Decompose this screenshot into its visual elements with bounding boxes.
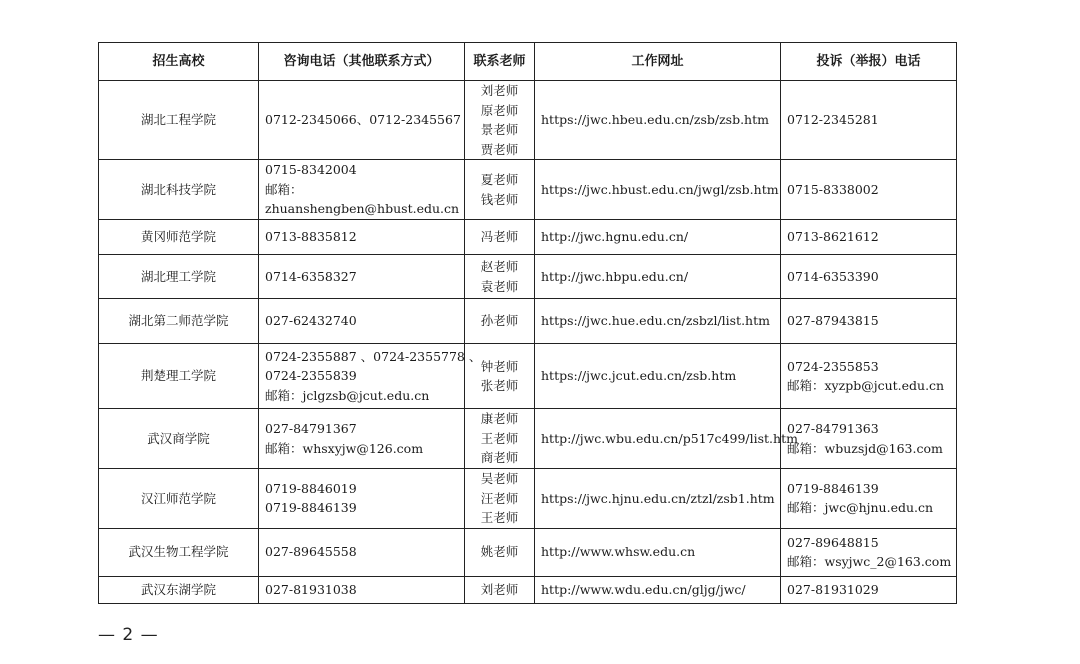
teacher-name: 王老师 bbox=[480, 510, 519, 525]
school-name-cell: 武汉商学院 bbox=[99, 409, 259, 469]
complaint-line: 邮箱：xyzpb@jcut.edu.cn bbox=[787, 378, 945, 393]
school-name-cell: 湖北科技学院 bbox=[99, 160, 259, 220]
website-link[interactable]: https://jwc.hue.edu.cn/zsbzl/list.htm bbox=[535, 299, 781, 344]
teacher-name: 康老师 bbox=[480, 411, 519, 427]
table-row bbox=[99, 528, 957, 576]
school-name-cell: 汉江师范学院 bbox=[99, 469, 259, 529]
table-body bbox=[99, 81, 957, 604]
teacher-name: 王老师 bbox=[480, 430, 519, 446]
table-row bbox=[99, 81, 957, 160]
teacher-name: 孙老师 bbox=[480, 313, 519, 329]
complaint-cell bbox=[781, 81, 957, 160]
teacher-name: 吴老师 bbox=[480, 471, 519, 486]
phone-cell bbox=[259, 81, 465, 160]
header-url: 工作网址 bbox=[535, 43, 781, 81]
phone-cell bbox=[259, 576, 465, 603]
phone-cell bbox=[259, 255, 465, 299]
teacher-cell bbox=[465, 255, 535, 299]
teacher-name: 姚老师 bbox=[480, 544, 519, 560]
complaint-line: 027-81931029 bbox=[787, 581, 879, 597]
complaint-line: 027-84791363 bbox=[787, 421, 879, 436]
complaint-line: 0713-8621612 bbox=[787, 229, 879, 245]
complaint-cell bbox=[781, 576, 957, 603]
complaint-line: 0712-2345281 bbox=[787, 112, 879, 128]
website-link[interactable]: https://jwc.hbeu.edu.cn/zsb/zsb.htm bbox=[535, 81, 781, 160]
complaint-cell bbox=[781, 409, 957, 469]
complaint-line: 0724-2355853 bbox=[787, 358, 879, 374]
phone-cell bbox=[259, 299, 465, 344]
phone-cell bbox=[259, 409, 465, 469]
website-link[interactable]: https://jwc.hjnu.edu.cn/ztzl/zsb1.htm bbox=[535, 469, 781, 529]
header-teacher: 联系老师 bbox=[465, 43, 535, 81]
table-row bbox=[99, 299, 957, 344]
phone-line: 0712-2345066、0712-2345567 bbox=[265, 112, 461, 128]
phone-line: 0719-8846019 bbox=[265, 480, 357, 496]
website-link[interactable]: http://jwc.wbu.edu.cn/p517c499/list.htm bbox=[535, 409, 781, 469]
complaint-cell bbox=[781, 344, 957, 409]
phone-line: 0715-8342004 bbox=[265, 162, 357, 178]
website-link[interactable]: http://jwc.hbpu.edu.cn/ bbox=[535, 255, 781, 299]
school-name-cell: 荆楚理工学院 bbox=[99, 344, 259, 409]
page-number: — 2 — bbox=[98, 625, 159, 645]
website-link[interactable]: http://www.whsw.edu.cn bbox=[535, 528, 781, 576]
teacher-cell bbox=[465, 81, 535, 160]
website-link[interactable]: https://jwc.hbust.edu.cn/jwgl/zsb.htm bbox=[535, 160, 781, 220]
phone-line: 0719-8846139 bbox=[265, 500, 357, 516]
website-link[interactable]: http://www.wdu.edu.cn/gljg/jwc/ bbox=[535, 576, 781, 603]
complaint-cell bbox=[781, 528, 957, 576]
table-row bbox=[99, 344, 957, 409]
teacher-name: 商老师 bbox=[480, 450, 519, 466]
teacher-cell bbox=[465, 160, 535, 220]
header-complaint: 投诉（举报）电话 bbox=[781, 43, 957, 81]
table-row bbox=[99, 255, 957, 299]
teacher-name: 钱老师 bbox=[480, 191, 519, 207]
contact-table-container bbox=[98, 42, 956, 604]
teacher-name: 赵老师 bbox=[480, 259, 519, 274]
teacher-name: 袁老师 bbox=[480, 278, 519, 294]
school-name-cell: 湖北第二师范学院 bbox=[99, 299, 259, 344]
complaint-line: 027-87943815 bbox=[787, 313, 879, 329]
teacher-name: 景老师 bbox=[480, 122, 519, 137]
phone-cell bbox=[259, 344, 482, 409]
phone-line: 0724-2355887 、0724-2355778 、 bbox=[265, 348, 482, 364]
teacher-cell bbox=[465, 409, 535, 469]
table-row bbox=[99, 220, 957, 255]
teacher-cell bbox=[465, 220, 535, 255]
complaint-cell bbox=[781, 160, 957, 220]
complaint-line: 邮箱：wbuzsjd@163.com bbox=[787, 440, 943, 456]
table-row bbox=[99, 160, 957, 220]
phone-cell bbox=[259, 528, 465, 576]
teacher-name: 冯老师 bbox=[480, 229, 519, 245]
admission-contact-table bbox=[98, 42, 957, 604]
teacher-name: 原老师 bbox=[480, 102, 519, 118]
phone-cell bbox=[259, 469, 465, 529]
teacher-name: 张老师 bbox=[480, 378, 519, 393]
table-header-row bbox=[99, 43, 957, 81]
complaint-line: 0715-8338002 bbox=[787, 181, 879, 197]
phone-line: 邮箱：whsxyjw@126.com bbox=[265, 440, 424, 456]
phone-line: zhuanshengben@hbust.edu.cn bbox=[265, 201, 460, 217]
phone-line: 027-62432740 bbox=[265, 313, 357, 329]
school-name-cell: 湖北工程学院 bbox=[99, 81, 259, 160]
phone-cell bbox=[259, 160, 465, 220]
complaint-cell bbox=[781, 469, 957, 529]
phone-line: 027-89645558 bbox=[265, 544, 357, 560]
phone-line: 邮箱：jclgzsb@jcut.edu.cn bbox=[265, 387, 430, 403]
phone-line: 027-81931038 bbox=[265, 581, 357, 597]
teacher-name: 钟老师 bbox=[480, 358, 519, 374]
teacher-name: 刘老师 bbox=[480, 581, 519, 597]
complaint-line: 027-89648815 bbox=[787, 534, 879, 550]
complaint-cell bbox=[781, 299, 957, 344]
phone-cell bbox=[259, 220, 465, 255]
teacher-cell bbox=[465, 576, 535, 603]
phone-line: 027-84791367 bbox=[265, 421, 357, 436]
teacher-name: 夏老师 bbox=[480, 172, 519, 187]
school-name-cell: 黄冈师范学院 bbox=[99, 220, 259, 255]
header-school: 招生高校 bbox=[99, 43, 259, 81]
phone-line: 0724-2355839 bbox=[265, 368, 357, 384]
complaint-line: 0714-6353390 bbox=[787, 268, 879, 284]
teacher-name: 贾老师 bbox=[480, 141, 519, 157]
complaint-line: 0719-8846139 bbox=[787, 480, 879, 496]
teacher-cell bbox=[465, 469, 535, 529]
complaint-line: 邮箱：wsyjwc_2@163.com bbox=[787, 554, 952, 569]
school-name-cell: 武汉生物工程学院 bbox=[99, 528, 259, 576]
teacher-cell bbox=[465, 528, 535, 576]
phone-line: 0714-6358327 bbox=[265, 268, 357, 284]
school-name-cell: 武汉东湖学院 bbox=[99, 576, 259, 603]
teacher-name: 刘老师 bbox=[480, 83, 519, 98]
table-row bbox=[99, 469, 957, 529]
website-link[interactable]: https://jwc.jcut.edu.cn/zsb.htm bbox=[535, 344, 781, 409]
table-row bbox=[99, 576, 957, 603]
phone-line: 邮箱： bbox=[265, 181, 303, 197]
complaint-line: 邮箱：jwc@hjnu.edu.cn bbox=[787, 500, 934, 516]
school-name-cell: 湖北理工学院 bbox=[99, 255, 259, 299]
header-phone: 咨询电话（其他联系方式） bbox=[259, 43, 465, 81]
complaint-cell bbox=[781, 220, 957, 255]
teacher-cell bbox=[465, 299, 535, 344]
teacher-name: 汪老师 bbox=[480, 490, 519, 506]
complaint-cell bbox=[781, 255, 957, 299]
phone-line: 0713-8835812 bbox=[265, 229, 357, 245]
table-row bbox=[99, 409, 957, 469]
website-link[interactable]: http://jwc.hgnu.edu.cn/ bbox=[535, 220, 781, 255]
